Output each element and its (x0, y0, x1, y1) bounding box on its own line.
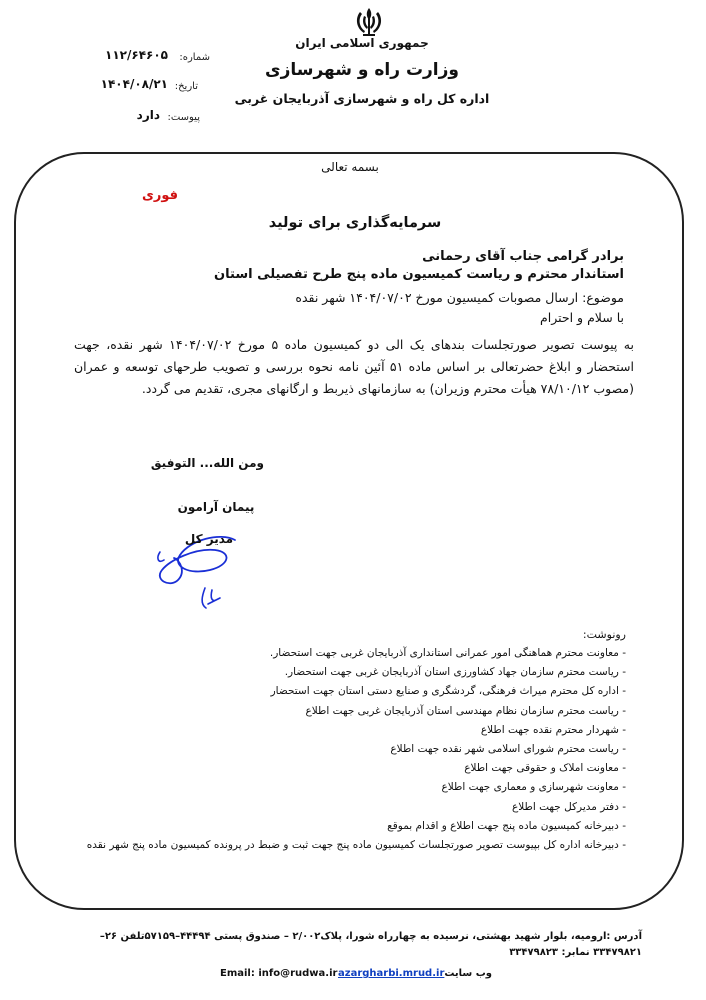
letter-body: به پیوست تصویر صورتجلسات بندهای یک الی دو کمیسیون ماده ۵ مورخ ۱۴۰۴/۰۷/۰۲ شهر نقده، جهت استحضار و ابلاغ حضرتعالی بر اساس ماده ۵۱ آئین نامه نحوه بررسی و تصویب طرحهای توسعه و عمران (مصوب ۷۸/۱۰/۱۲ هیأت محترم وزیران) به سازمانهای ذیربط و ارگانهای مجری، تقدیم می گردد. (74, 337, 634, 396)
cc-title: رونوشت: (582, 628, 626, 641)
footer-address: آدرس :ارومیه، بلوار شهید بهشتی، نرسیده به چهارراه شورا، پلاک۲/۰۰۲ – صندوق پستی ۴۴۴۹۴–۵۷۱۵۹تلفن ۲۶–۳۳۴۷۹۸۲۱ نمابر: ۳۳۴۷۹۸۲۳ (99, 931, 642, 958)
cc-item: - دبیرخانه اداره کل بپیوست تصویر صورتجلسات کمیسیون ماده پنج جهت ثبت و ضبط در پرونده کمیسیون ماده پنج شهر نقده (86, 839, 626, 852)
header-ministry: وزارت راه و شهرسازی (264, 60, 459, 80)
cc-item: - ریاست محترم شورای اسلامی شهر نقده جهت اطلاع (390, 743, 626, 756)
cc-item: - ریاست محترم سازمان نظام مهندسی استان آذربایجان غربی جهت اطلاع (305, 704, 626, 717)
header-country: جمهوری اسلامی ایران (295, 36, 429, 50)
closing-phrase: ومن الله... التوفیق (150, 456, 264, 470)
header-office: اداره کل راه و شهرسازی آذربایجان غربی (234, 91, 490, 106)
website-link[interactable]: azargharbi.mrud.ir (338, 968, 445, 979)
cc-item: - معاونت املاک و حقوقی جهت اطلاع (464, 762, 626, 775)
website-label: وب سایت (444, 968, 492, 979)
cc-item: - ریاست محترم سازمان جهاد کشاورزی استان آذربایجان غربی جهت استحضار. (284, 666, 626, 679)
date-label: تاریخ: (174, 81, 198, 92)
number-value: ۱۱۲/۶۴۶۰۵ (105, 48, 168, 62)
iran-emblem-icon (352, 6, 386, 38)
attachment-label: پیوست: (167, 112, 200, 123)
signer-name: پیمان آرامون (177, 500, 255, 514)
letter-title: سرمایه‌گذاری برای تولید (268, 215, 442, 231)
subject-line: موضوع: ارسال مصوبات کمیسیون مورخ ۱۴۰۴/۰۷/۰۲ شهر نقده (295, 290, 624, 305)
greeting: با سلام و احترام (540, 310, 624, 325)
date-value: ۱۴۰۴/۰۸/۲۱ (100, 77, 168, 91)
signer-title: مدیر کل (184, 532, 234, 546)
cc-item: - شهردار محترم نقده جهت اطلاع (480, 723, 626, 736)
recipient-line-2: استاندار محترم و ریاست کمیسیون ماده پنج طرح تفصیلی استان (214, 267, 624, 282)
cc-item: - معاونت شهرسازی و معماری جهت اطلاع (441, 781, 626, 794)
basmala: بسمه تعالی (321, 160, 379, 174)
cc-item: - دفتر مدیرکل جهت اطلاع (511, 800, 626, 813)
email-text[interactable]: Email: info@rudwa.ir (220, 968, 338, 979)
recipient-line-1: برادر گرامی جناب آقای رحمانی (422, 249, 624, 264)
number-label: شماره: (179, 52, 210, 63)
cc-item: - معاونت محترم هماهنگی امور عمرانی استانداری آذربایجان غربی جهت استحضار. (269, 647, 626, 659)
attachment-value: دارد (136, 108, 160, 122)
cc-item: - دبیرخانه کمیسیون ماده پنج جهت اطلاع و اقدام بموقع (387, 819, 626, 832)
cc-list (86, 644, 626, 855)
cc-item: - اداره کل محترم میراث فرهنگی، گردشگری و صنایع دستی استان جهت استحضار (270, 685, 626, 698)
urgency-badge: فوری (141, 188, 179, 203)
